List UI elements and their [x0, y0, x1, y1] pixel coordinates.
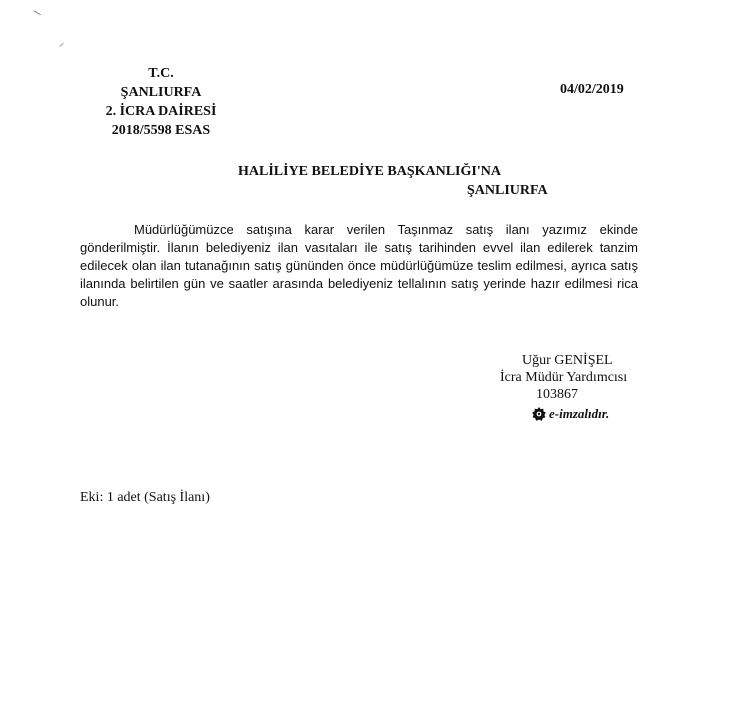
scan-speck: [31, 10, 41, 19]
header-line-tc: T.C.: [148, 66, 174, 81]
header-line-city: ŞANLIURFA: [120, 85, 202, 100]
signer-title: İcra Müdür Yardımcısı: [500, 370, 628, 385]
e-signature-text: e-imzalıdır.: [549, 406, 610, 421]
recipient-name: HALİLİYE BELEDİYE BAŞKANLIĞI'NA: [238, 164, 501, 179]
document-date: 04/02/2019: [560, 82, 624, 97]
scan-speck: [59, 43, 65, 49]
header-line-case: 2018/5598 ESAS: [111, 123, 211, 138]
signer-number: 103867: [536, 387, 578, 402]
office-header: [98, 64, 224, 140]
attachment-note: Eki: 1 adet (Satış İlanı): [80, 490, 210, 505]
recipient-block: [238, 162, 548, 200]
e-signature-note: [532, 406, 609, 422]
seal-icon: [532, 407, 546, 421]
signer-name: Uğur GENİŞEL: [522, 353, 613, 368]
header-line-office: 2. İCRA DAİRESİ: [105, 104, 217, 119]
signature-block: [500, 352, 630, 403]
recipient-city: ŞANLIURFA: [467, 183, 548, 198]
body-paragraph: Müdürlüğümüzce satışına karar verilen Taşınmaz satış ilanı yazımız ekinde gönderilmiştir. İlanın belediyeniz ilan vasıtaları ile satış tarihinden evvel ilan edilerek tanzim edilecek olan ilan tutanağının satış gününden önce müdürlüğümüze teslim edilmesi, ayrıca satış ilanında belirtilen gün ve saatler arasında belediyeniz tellalının satış yerinde hazır edilmesi rica olunur.: [80, 222, 638, 309]
